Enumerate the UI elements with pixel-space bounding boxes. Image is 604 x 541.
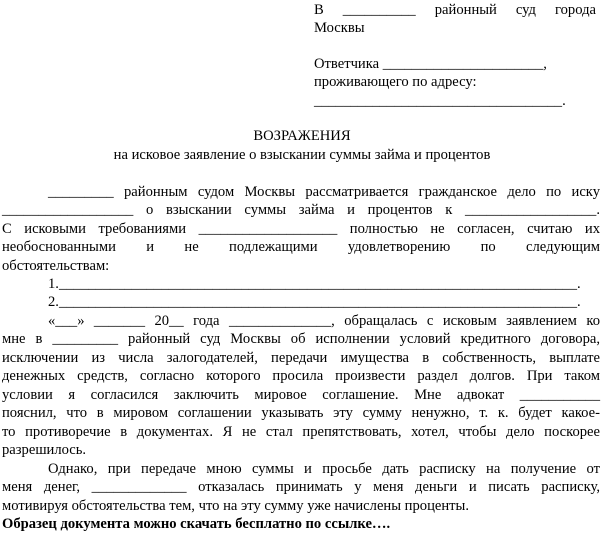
body-line: С исковыми требованиями ___________________ полностью не согласен, считаю их [2, 221, 600, 237]
body-line: __________________ о взыскании суммы займа и процентов к __________________. [2, 202, 600, 218]
court-city-line: Москвы [314, 20, 365, 36]
body-line: денежных средств, согласно которого просила произвести раздел долгов. При таком [2, 368, 600, 384]
address-blank: __________________________________. [314, 93, 566, 109]
body-line: обстоятельствам: [2, 258, 110, 274]
address-label: проживающего по адресу: [314, 74, 477, 90]
court-line: В __________ районный суд города [314, 2, 596, 18]
body-line: мне в _________ районный суд Москвы об исполнении условий кредитного договора, [2, 331, 600, 347]
list-item: 1._______________________________________________________________________. [48, 276, 581, 292]
document-title: ВОЗРАЖЕНИЯ [253, 128, 351, 144]
body-line: пояснил, что в мировом соглашении указывать эту сумму ненужно, т. к. будет какое- [2, 405, 600, 421]
body-line: _________ районным судом Москвы рассматривается гражданское дело по иску [48, 184, 600, 200]
body-line: условии я согласился заключить мировое соглашение. Мне адвокат ___________ [2, 387, 600, 403]
body-line: разрешилось. [2, 442, 87, 458]
body-line: меня денег, _____________ отказалась принимать у меня деньги и писать расписку, [2, 479, 600, 495]
body-line: мотивируя обстоятельства тем, что на эту сумму уже начислены проценты. [2, 498, 470, 514]
download-sample-link[interactable]: Образец документа можно скачать бесплатно по ссылке…. [2, 516, 391, 532]
body-line: Однако, при передаче мною суммы и просьбе дать расписку на получение от [48, 461, 600, 477]
body-line: то противоречие в документах. Я не стал препятствовать, хотел, чтобы дело поскорее [2, 424, 600, 440]
defendant-line: Ответчика ______________________, [314, 56, 547, 72]
body-line: необоснованными и не подлежащими удовлетворению по следующим [2, 239, 600, 255]
body-line: исключении из числа залогодателей, передачи имущества в собственность, выплате [2, 350, 600, 366]
document-subtitle: на исковое заявление о взыскании суммы займа и процентов [113, 147, 491, 163]
list-item: 2._______________________________________________________________________. [48, 294, 581, 310]
body-line: «___» _______ 20__ года ______________, обращалась с исковым заявлением ко [48, 313, 600, 329]
